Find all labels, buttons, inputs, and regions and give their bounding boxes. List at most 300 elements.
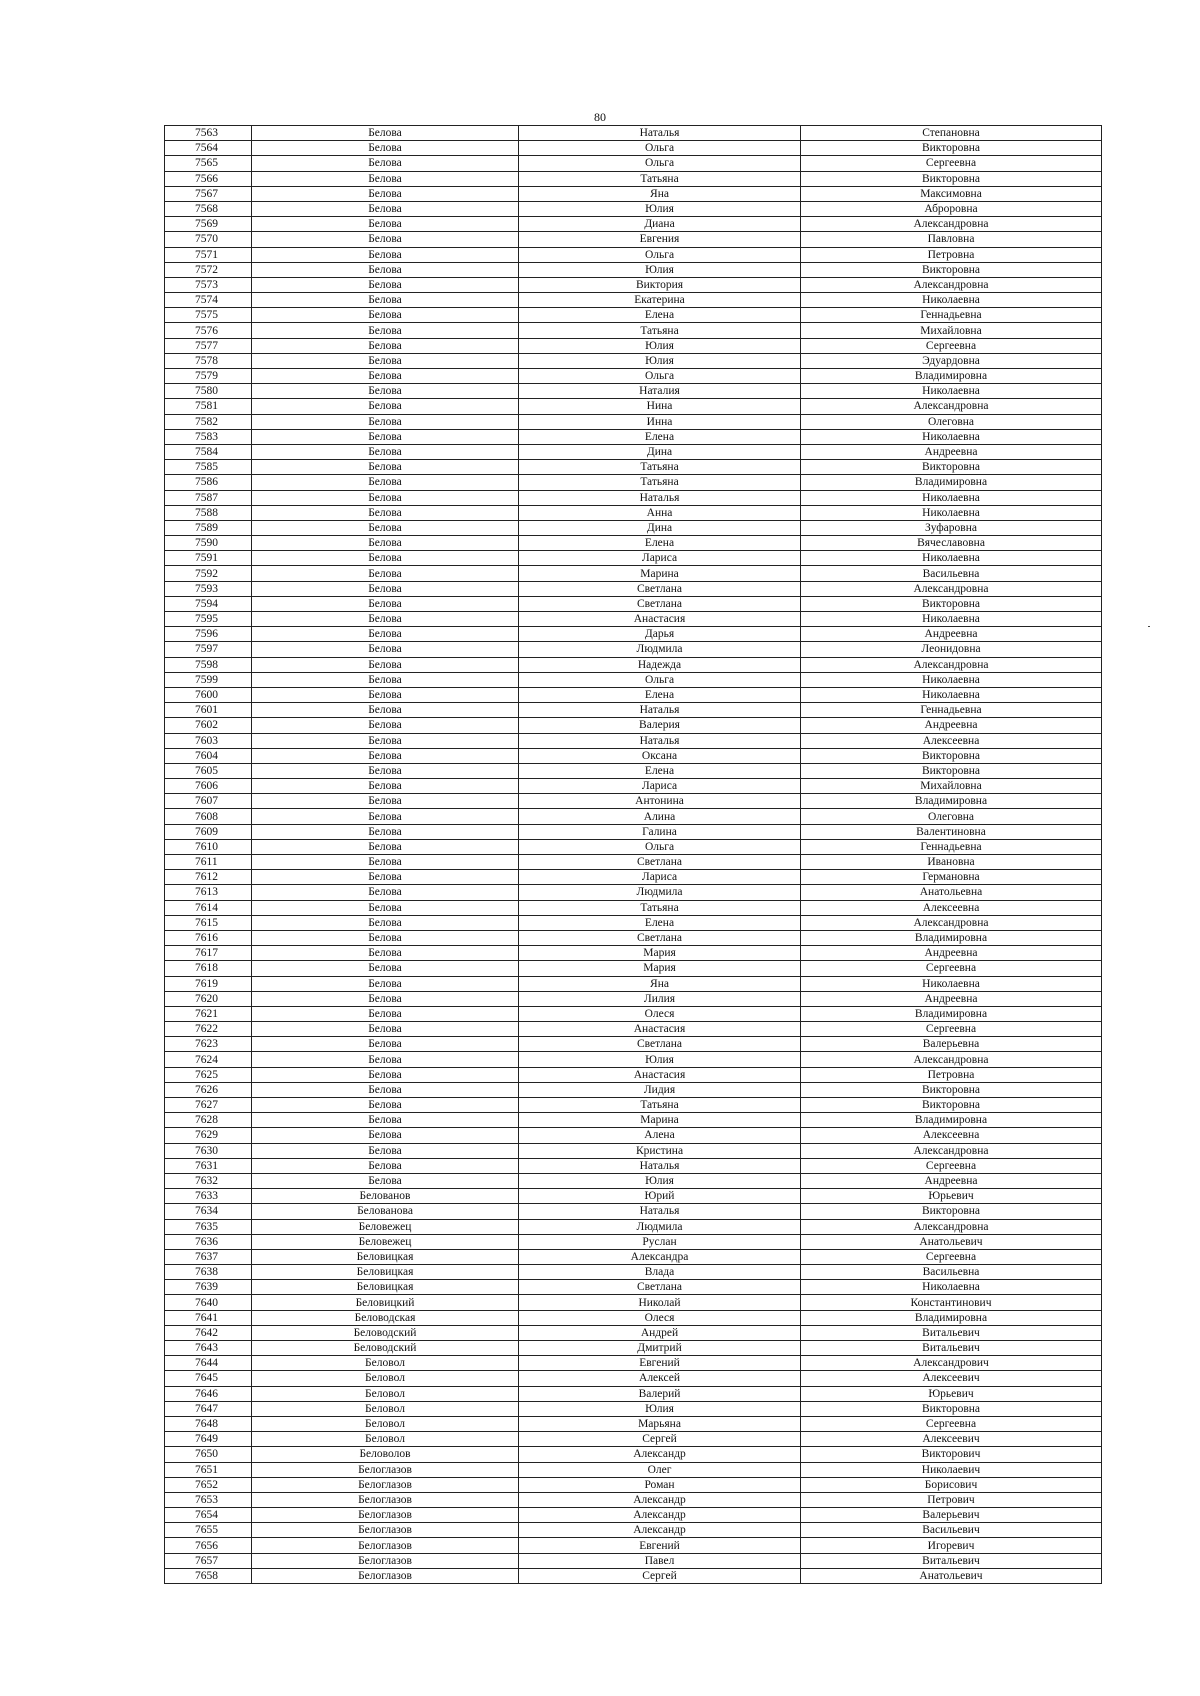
cell-num: 7597 (165, 642, 252, 657)
cell-surname: Белова (252, 627, 519, 642)
scan-speck (1148, 626, 1150, 627)
cell-num: 7622 (165, 1022, 252, 1037)
cell-surname: Беловолов (252, 1447, 519, 1462)
cell-surname: Белова (252, 520, 519, 535)
cell-num: 7580 (165, 384, 252, 399)
cell-firstname: Анна (519, 505, 801, 520)
cell-firstname: Дарья (519, 627, 801, 642)
cell-num: 7620 (165, 991, 252, 1006)
table-row (165, 262, 1102, 277)
table-row (165, 1477, 1102, 1492)
cell-patronymic: Зуфаровна (801, 520, 1102, 535)
cell-patronymic: Сергеевна (801, 156, 1102, 171)
cell-patronymic: Юрьевич (801, 1189, 1102, 1204)
cell-patronymic: Олеговна (801, 809, 1102, 824)
cell-patronymic: Алексеевна (801, 733, 1102, 748)
cell-surname: Белова (252, 1006, 519, 1021)
table-row (165, 1462, 1102, 1477)
cell-num: 7603 (165, 733, 252, 748)
cell-firstname: Яна (519, 976, 801, 991)
table-row (165, 460, 1102, 475)
cell-patronymic: Валентиновна (801, 824, 1102, 839)
table-row (165, 763, 1102, 778)
cell-patronymic: Геннадьевна (801, 703, 1102, 718)
cell-firstname: Лариса (519, 870, 801, 885)
table-row (165, 444, 1102, 459)
cell-patronymic: Эдуардовна (801, 353, 1102, 368)
cell-surname: Белоглазов (252, 1492, 519, 1507)
cell-patronymic: Валерьевич (801, 1508, 1102, 1523)
table-row (165, 353, 1102, 368)
cell-num: 7607 (165, 794, 252, 809)
cell-patronymic: Германовна (801, 870, 1102, 885)
cell-surname: Белова (252, 156, 519, 171)
cell-firstname: Сергей (519, 1568, 801, 1583)
cell-num: 7623 (165, 1037, 252, 1052)
table-row (165, 1280, 1102, 1295)
cell-patronymic: Анатольевна (801, 885, 1102, 900)
cell-patronymic: Константинович (801, 1295, 1102, 1310)
cell-surname: Белоглазов (252, 1523, 519, 1538)
cell-firstname: Роман (519, 1477, 801, 1492)
cell-surname: Белова (252, 976, 519, 991)
table-row (165, 171, 1102, 186)
table-row (165, 201, 1102, 216)
table-row (165, 1082, 1102, 1097)
cell-surname: Белова (252, 1113, 519, 1128)
cell-firstname: Лариса (519, 551, 801, 566)
cell-patronymic: Владимировна (801, 475, 1102, 490)
cell-patronymic: Сергеевна (801, 961, 1102, 976)
cell-firstname: Яна (519, 186, 801, 201)
table-row (165, 1508, 1102, 1523)
cell-num: 7657 (165, 1553, 252, 1568)
cell-surname: Белова (252, 490, 519, 505)
cell-surname: Белоглазов (252, 1508, 519, 1523)
cell-num: 7570 (165, 232, 252, 247)
table-row (165, 900, 1102, 915)
cell-firstname: Александр (519, 1508, 801, 1523)
table-row (165, 1386, 1102, 1401)
table-row (165, 855, 1102, 870)
table-row (165, 186, 1102, 201)
cell-patronymic: Михайловна (801, 323, 1102, 338)
cell-num: 7578 (165, 353, 252, 368)
cell-surname: Беловол (252, 1401, 519, 1416)
cell-surname: Белова (252, 201, 519, 216)
cell-patronymic: Викторовна (801, 171, 1102, 186)
cell-patronymic: Алексеевна (801, 900, 1102, 915)
table-row (165, 1568, 1102, 1583)
cell-num: 7600 (165, 687, 252, 702)
table-row (165, 536, 1102, 551)
cell-num: 7610 (165, 839, 252, 854)
table-row (165, 1098, 1102, 1113)
table-row (165, 976, 1102, 991)
cell-surname: Белова (252, 1143, 519, 1158)
cell-firstname: Светлана (519, 855, 801, 870)
cell-num: 7613 (165, 885, 252, 900)
cell-surname: Белова (252, 126, 519, 141)
cell-surname: Белова (252, 703, 519, 718)
table-row (165, 961, 1102, 976)
cell-patronymic: Александровна (801, 1052, 1102, 1067)
cell-num: 7569 (165, 217, 252, 232)
table-row (165, 1295, 1102, 1310)
cell-surname: Белова (252, 429, 519, 444)
cell-firstname: Татьяна (519, 900, 801, 915)
cell-patronymic: Борисович (801, 1477, 1102, 1492)
cell-num: 7566 (165, 171, 252, 186)
cell-num: 7588 (165, 505, 252, 520)
table-row (165, 1523, 1102, 1538)
cell-firstname: Елена (519, 536, 801, 551)
cell-patronymic: Вячеславовна (801, 536, 1102, 551)
cell-firstname: Елена (519, 763, 801, 778)
cell-surname: Белоглазов (252, 1553, 519, 1568)
table-row (165, 1325, 1102, 1340)
cell-firstname: Наталья (519, 703, 801, 718)
cell-patronymic: Степановна (801, 126, 1102, 141)
cell-firstname: Юлия (519, 338, 801, 353)
cell-firstname: Юрий (519, 1189, 801, 1204)
cell-num: 7630 (165, 1143, 252, 1158)
table-row (165, 505, 1102, 520)
cell-num: 7617 (165, 946, 252, 961)
cell-surname: Белова (252, 763, 519, 778)
cell-patronymic: Викторовна (801, 1401, 1102, 1416)
cell-firstname: Анастасия (519, 612, 801, 627)
cell-firstname: Ольга (519, 141, 801, 156)
cell-num: 7656 (165, 1538, 252, 1553)
cell-firstname: Александр (519, 1523, 801, 1538)
cell-firstname: Александр (519, 1447, 801, 1462)
cell-firstname: Валерия (519, 718, 801, 733)
cell-num: 7596 (165, 627, 252, 642)
cell-firstname: Виктория (519, 277, 801, 292)
cell-firstname: Дина (519, 520, 801, 535)
cell-patronymic: Ивановна (801, 855, 1102, 870)
cell-surname: Белова (252, 855, 519, 870)
cell-num: 7647 (165, 1401, 252, 1416)
cell-num: 7637 (165, 1249, 252, 1264)
table-row (165, 141, 1102, 156)
cell-patronymic: Юрьевич (801, 1386, 1102, 1401)
cell-num: 7615 (165, 915, 252, 930)
cell-surname: Белова (252, 232, 519, 247)
cell-num: 7646 (165, 1386, 252, 1401)
cell-surname: Белова (252, 369, 519, 384)
cell-patronymic: Витальевич (801, 1553, 1102, 1568)
cell-num: 7577 (165, 338, 252, 353)
table-row (165, 642, 1102, 657)
cell-num: 7587 (165, 490, 252, 505)
table-row (165, 870, 1102, 885)
cell-firstname: Елена (519, 687, 801, 702)
cell-num: 7649 (165, 1432, 252, 1447)
cell-num: 7599 (165, 672, 252, 687)
cell-patronymic: Аброровна (801, 201, 1102, 216)
table-row (165, 1052, 1102, 1067)
cell-firstname: Людмила (519, 885, 801, 900)
cell-firstname: Лариса (519, 779, 801, 794)
table-row (165, 703, 1102, 718)
table-row (165, 1553, 1102, 1568)
cell-surname: Белова (252, 475, 519, 490)
cell-surname: Белова (252, 991, 519, 1006)
cell-num: 7574 (165, 293, 252, 308)
cell-num: 7563 (165, 126, 252, 141)
table-row (165, 566, 1102, 581)
cell-surname: Белова (252, 961, 519, 976)
cell-firstname: Инна (519, 414, 801, 429)
table-row (165, 1037, 1102, 1052)
cell-num: 7650 (165, 1447, 252, 1462)
cell-firstname: Евгений (519, 1356, 801, 1371)
cell-patronymic: Андреевна (801, 1173, 1102, 1188)
cell-firstname: Юлия (519, 1173, 801, 1188)
cell-surname: Белова (252, 338, 519, 353)
table-row (165, 1538, 1102, 1553)
cell-num: 7594 (165, 596, 252, 611)
cell-firstname: Марина (519, 1113, 801, 1128)
cell-surname: Белова (252, 551, 519, 566)
cell-patronymic: Петрович (801, 1492, 1102, 1507)
cell-firstname: Юлия (519, 262, 801, 277)
cell-surname: Белова (252, 870, 519, 885)
cell-patronymic: Петровна (801, 247, 1102, 262)
cell-firstname: Дина (519, 444, 801, 459)
cell-num: 7614 (165, 900, 252, 915)
cell-surname: Беловол (252, 1432, 519, 1447)
cell-patronymic: Витальевич (801, 1341, 1102, 1356)
table-row (165, 399, 1102, 414)
cell-firstname: Александра (519, 1249, 801, 1264)
table-row (165, 839, 1102, 854)
cell-surname: Белова (252, 794, 519, 809)
cell-surname: Белова (252, 141, 519, 156)
cell-surname: Белова (252, 186, 519, 201)
cell-patronymic: Сергеевна (801, 338, 1102, 353)
cell-patronymic: Васильевна (801, 566, 1102, 581)
cell-firstname: Наталья (519, 1158, 801, 1173)
cell-patronymic: Васильевна (801, 1265, 1102, 1280)
cell-num: 7655 (165, 1523, 252, 1538)
table-row (165, 915, 1102, 930)
cell-num: 7579 (165, 369, 252, 384)
cell-patronymic: Викторовна (801, 1204, 1102, 1219)
cell-patronymic: Викторовна (801, 748, 1102, 763)
cell-patronymic: Андреевна (801, 444, 1102, 459)
cell-firstname: Андрей (519, 1325, 801, 1340)
cell-patronymic: Игоревич (801, 1538, 1102, 1553)
cell-num: 7581 (165, 399, 252, 414)
cell-num: 7642 (165, 1325, 252, 1340)
cell-patronymic: Николаевна (801, 687, 1102, 702)
cell-firstname: Марьяна (519, 1416, 801, 1431)
cell-firstname: Людмила (519, 1219, 801, 1234)
table-row (165, 824, 1102, 839)
table-row (165, 612, 1102, 627)
cell-num: 7575 (165, 308, 252, 323)
cell-num: 7595 (165, 612, 252, 627)
table-row (165, 1401, 1102, 1416)
cell-surname: Белова (252, 642, 519, 657)
table-row (165, 1067, 1102, 1082)
cell-num: 7608 (165, 809, 252, 824)
cell-patronymic: Александровна (801, 657, 1102, 672)
cell-num: 7641 (165, 1310, 252, 1325)
table-row (165, 1492, 1102, 1507)
cell-firstname: Юлия (519, 201, 801, 216)
cell-firstname: Павел (519, 1553, 801, 1568)
table-row (165, 1204, 1102, 1219)
cell-surname: Белова (252, 930, 519, 945)
cell-patronymic: Михайловна (801, 779, 1102, 794)
table-row (165, 1158, 1102, 1173)
table-row (165, 581, 1102, 596)
cell-patronymic: Александровна (801, 915, 1102, 930)
table-row (165, 338, 1102, 353)
cell-num: 7619 (165, 976, 252, 991)
cell-firstname: Алина (519, 809, 801, 824)
cell-patronymic: Геннадьевна (801, 839, 1102, 854)
table-row (165, 687, 1102, 702)
cell-surname: Белова (252, 915, 519, 930)
cell-patronymic: Николаевна (801, 672, 1102, 687)
cell-firstname: Евгений (519, 1538, 801, 1553)
table-row (165, 1432, 1102, 1447)
page-number: 80 (594, 110, 606, 124)
cell-firstname: Сергей (519, 1432, 801, 1447)
table-row (165, 718, 1102, 733)
cell-surname: Белова (252, 277, 519, 292)
cell-patronymic: Павловна (801, 232, 1102, 247)
cell-surname: Белова (252, 171, 519, 186)
cell-num: 7629 (165, 1128, 252, 1143)
cell-patronymic: Валерьевна (801, 1037, 1102, 1052)
table-row (165, 247, 1102, 262)
cell-patronymic: Николаевна (801, 612, 1102, 627)
cell-patronymic: Геннадьевна (801, 308, 1102, 323)
cell-patronymic: Викторовна (801, 596, 1102, 611)
cell-surname: Белова (252, 596, 519, 611)
table-row (165, 748, 1102, 763)
cell-num: 7658 (165, 1568, 252, 1583)
cell-patronymic: Андреевна (801, 946, 1102, 961)
table-row (165, 809, 1102, 824)
table-row (165, 1189, 1102, 1204)
cell-num: 7653 (165, 1492, 252, 1507)
table-row (165, 293, 1102, 308)
cell-patronymic: Викторовна (801, 262, 1102, 277)
cell-patronymic: Николаевна (801, 490, 1102, 505)
cell-patronymic: Олеговна (801, 414, 1102, 429)
table-row (165, 672, 1102, 687)
cell-num: 7638 (165, 1265, 252, 1280)
cell-num: 7604 (165, 748, 252, 763)
cell-patronymic: Владимировна (801, 794, 1102, 809)
cell-firstname: Надежда (519, 657, 801, 672)
cell-firstname: Светлана (519, 596, 801, 611)
cell-surname: Белова (252, 536, 519, 551)
cell-num: 7590 (165, 536, 252, 551)
cell-surname: Белова (252, 809, 519, 824)
cell-patronymic: Николаевна (801, 429, 1102, 444)
cell-firstname: Ольга (519, 156, 801, 171)
table-row (165, 1006, 1102, 1021)
cell-firstname: Галина (519, 824, 801, 839)
cell-firstname: Олег (519, 1462, 801, 1477)
cell-surname: Белова (252, 779, 519, 794)
cell-num: 7567 (165, 186, 252, 201)
cell-surname: Беловежец (252, 1234, 519, 1249)
cell-firstname: Руслан (519, 1234, 801, 1249)
cell-patronymic: Викторович (801, 1447, 1102, 1462)
cell-surname: Белова (252, 672, 519, 687)
cell-surname: Белова (252, 824, 519, 839)
cell-patronymic: Александровна (801, 399, 1102, 414)
table-row (165, 1356, 1102, 1371)
cell-surname: Беловол (252, 1371, 519, 1386)
table-row (165, 946, 1102, 961)
cell-num: 7564 (165, 141, 252, 156)
cell-surname: Белова (252, 1082, 519, 1097)
cell-surname: Белова (252, 293, 519, 308)
cell-num: 7632 (165, 1173, 252, 1188)
cell-firstname: Юлия (519, 1052, 801, 1067)
table-row (165, 1128, 1102, 1143)
cell-num: 7593 (165, 581, 252, 596)
cell-surname: Беловодская (252, 1310, 519, 1325)
table-row (165, 551, 1102, 566)
cell-firstname: Алена (519, 1128, 801, 1143)
cell-firstname: Татьяна (519, 1098, 801, 1113)
table-row (165, 733, 1102, 748)
table-row (165, 627, 1102, 642)
cell-patronymic: Владимировна (801, 1006, 1102, 1021)
cell-firstname: Людмила (519, 642, 801, 657)
cell-surname: Белова (252, 353, 519, 368)
cell-patronymic: Сергеевна (801, 1022, 1102, 1037)
table-row (165, 1447, 1102, 1462)
cell-patronymic: Николаевич (801, 1462, 1102, 1477)
cell-firstname: Ольга (519, 369, 801, 384)
cell-surname: Белова (252, 247, 519, 262)
cell-patronymic: Николаевна (801, 976, 1102, 991)
cell-num: 7612 (165, 870, 252, 885)
cell-num: 7626 (165, 1082, 252, 1097)
cell-num: 7568 (165, 201, 252, 216)
cell-patronymic: Алексеевич (801, 1432, 1102, 1447)
cell-num: 7645 (165, 1371, 252, 1386)
cell-firstname: Анастасия (519, 1067, 801, 1082)
cell-num: 7618 (165, 961, 252, 976)
cell-surname: Белова (252, 1067, 519, 1082)
cell-num: 7582 (165, 414, 252, 429)
cell-surname: Белова (252, 323, 519, 338)
cell-surname: Белоглазов (252, 1538, 519, 1553)
cell-firstname: Оксана (519, 748, 801, 763)
cell-firstname: Александр (519, 1492, 801, 1507)
cell-num: 7571 (165, 247, 252, 262)
cell-patronymic: Алексеевич (801, 1371, 1102, 1386)
cell-patronymic: Алексеевна (801, 1128, 1102, 1143)
cell-num: 7591 (165, 551, 252, 566)
table-row (165, 885, 1102, 900)
table-row (165, 1234, 1102, 1249)
cell-patronymic: Александровна (801, 1219, 1102, 1234)
